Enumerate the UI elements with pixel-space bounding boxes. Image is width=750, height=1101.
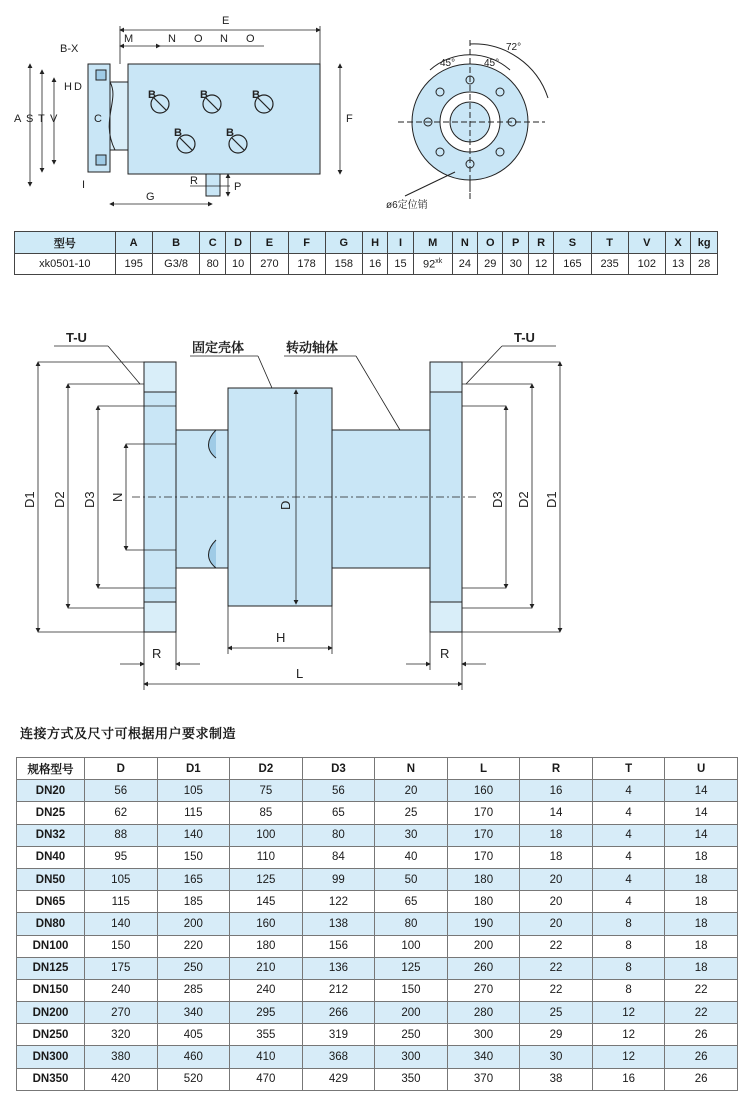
table-cell: 16 — [592, 1068, 665, 1090]
table-cell: 20 — [375, 780, 448, 802]
table-cell — [413, 254, 452, 275]
table-cell: 20 — [520, 913, 593, 935]
table-cell: 122 — [302, 891, 375, 913]
table-cell: 350 — [375, 1068, 448, 1090]
header-cell: L — [447, 758, 520, 780]
table-cell: 170 — [447, 846, 520, 868]
table-cell: 280 — [447, 1002, 520, 1024]
table-cell: 20 — [520, 891, 593, 913]
table-cell: 200 — [447, 935, 520, 957]
table-cell: 300 — [375, 1046, 448, 1068]
header-cell: T — [591, 232, 628, 254]
cell-value: 92 — [423, 258, 436, 271]
table-row — [17, 1002, 738, 1024]
customization-note: 连接方式及尺寸可根据用户要求制造 — [20, 726, 237, 741]
table-cell: 319 — [302, 1024, 375, 1046]
dim-label-I: I — [82, 179, 86, 191]
table-cell: 18 — [665, 846, 738, 868]
table-cell: 470 — [230, 1068, 303, 1090]
table-cell: 520 — [157, 1068, 230, 1090]
dim-label-T: T — [38, 113, 45, 125]
table-cell: 340 — [157, 1002, 230, 1024]
header-cell: B — [152, 232, 200, 254]
end-view — [398, 40, 548, 200]
table-cell: 160 — [447, 780, 520, 802]
table-cell: 240 — [230, 979, 303, 1001]
table-cell: 150 — [375, 979, 448, 1001]
table-cell: 235 — [591, 254, 628, 275]
dim-label-D2-left: D2 — [52, 491, 67, 508]
header-cell: D — [85, 758, 158, 780]
table-cell: 270 — [251, 254, 288, 275]
table-row — [17, 846, 738, 868]
spec-table-1-header — [15, 232, 718, 254]
table-cell: 65 — [302, 802, 375, 824]
table-row — [15, 254, 718, 275]
header-cell: D2 — [230, 758, 303, 780]
table-cell: 25 — [375, 802, 448, 824]
spec-table-2 — [16, 757, 738, 1091]
table-cell: 370 — [447, 1068, 520, 1090]
angle-label: 72° — [506, 42, 522, 53]
pin-note: ø6定位销 — [386, 200, 428, 211]
table-cell: 185 — [157, 891, 230, 913]
table-cell: 156 — [302, 935, 375, 957]
table-cell: 270 — [447, 979, 520, 1001]
table-cell: 20 — [520, 868, 593, 890]
dim-label-D1-right: D1 — [544, 491, 559, 508]
header-cell: X — [665, 232, 690, 254]
table-row — [17, 868, 738, 890]
dim-label-E: E — [222, 15, 230, 27]
port-label: B — [148, 89, 156, 101]
header-cell: E — [251, 232, 288, 254]
header-cell: M — [413, 232, 452, 254]
table-cell: 220 — [157, 935, 230, 957]
header-cell: V — [628, 232, 665, 254]
header-cell: C — [200, 232, 225, 254]
table-cell: 25 — [520, 1002, 593, 1024]
table-cell: 18 — [665, 891, 738, 913]
table-cell: 295 — [230, 1002, 303, 1024]
table-cell: 84 — [302, 846, 375, 868]
header-cell: H — [362, 232, 387, 254]
table-cell: 14 — [665, 824, 738, 846]
model-cell: DN125 — [17, 957, 85, 979]
table-cell: 100 — [230, 824, 303, 846]
table-cell: 102 — [628, 254, 665, 275]
header-cell: D — [225, 232, 250, 254]
model-cell: DN50 — [17, 868, 85, 890]
dim-label-D: D — [278, 500, 293, 510]
table-cell: 170 — [447, 824, 520, 846]
dim-label-H: H — [64, 81, 72, 93]
dim-label-C: C — [94, 113, 102, 125]
dim-label-D: D — [74, 81, 82, 93]
table-cell: 125 — [375, 957, 448, 979]
header-cell: P — [503, 232, 528, 254]
table-cell: 40 — [375, 846, 448, 868]
dim-label-F: F — [346, 113, 353, 125]
left-shaft — [176, 430, 232, 568]
model-cell: DN350 — [17, 1068, 85, 1090]
port-label: B — [226, 127, 234, 139]
table-row — [17, 824, 738, 846]
table-cell: 4 — [592, 802, 665, 824]
header-cell: T — [592, 758, 665, 780]
table-cell: 136 — [302, 957, 375, 979]
dim-label-N: N — [110, 492, 125, 502]
table-cell: 115 — [85, 891, 158, 913]
table-cell: 429 — [302, 1068, 375, 1090]
table-cell: 50 — [375, 868, 448, 890]
table-cell: 110 — [230, 846, 303, 868]
table-cell: 16 — [362, 254, 387, 275]
header-cell: 规格型号 — [17, 758, 85, 780]
dim-label-N2: N — [220, 33, 228, 45]
table-row — [17, 1068, 738, 1090]
table-cell: 105 — [157, 780, 230, 802]
table-cell: 170 — [447, 802, 520, 824]
table-cell: 180 — [230, 935, 303, 957]
angle-label: 45° — [440, 58, 456, 69]
dim-label-R: R — [190, 175, 198, 187]
table-cell: 12 — [528, 254, 553, 275]
header-cell: A — [115, 232, 152, 254]
table-cell: 30 — [520, 1046, 593, 1068]
table-cell: 18 — [520, 824, 593, 846]
table-row — [17, 1024, 738, 1046]
header-cell: N — [452, 232, 477, 254]
table-cell: 460 — [157, 1046, 230, 1068]
table-cell: 14 — [665, 780, 738, 802]
table-cell: 18 — [665, 913, 738, 935]
header-cell: D3 — [302, 758, 375, 780]
table-cell: 100 — [375, 935, 448, 957]
table-cell: 13 — [665, 254, 690, 275]
table-cell: 14 — [520, 802, 593, 824]
table-cell: 22 — [520, 979, 593, 1001]
table-cell: 18 — [520, 846, 593, 868]
table-cell: 270 — [85, 1002, 158, 1024]
table-cell: 30 — [503, 254, 528, 275]
table-cell: 178 — [288, 254, 325, 275]
dim-label-A: A — [14, 113, 22, 125]
table-cell: 240 — [85, 979, 158, 1001]
model-cell: DN20 — [17, 780, 85, 802]
table-cell: 160 — [230, 913, 303, 935]
table-cell: 10 — [225, 254, 250, 275]
table-cell: 22 — [520, 957, 593, 979]
table-cell: 8 — [592, 979, 665, 1001]
table-cell: 95 — [85, 846, 158, 868]
table-cell: 380 — [85, 1046, 158, 1068]
cell-superscript: xk — [435, 257, 443, 265]
table-cell: 18 — [665, 868, 738, 890]
table-cell: 138 — [302, 913, 375, 935]
model-cell: DN65 — [17, 891, 85, 913]
dim-label-L: L — [296, 666, 304, 681]
callout-fixed-housing: 固定壳体 — [192, 340, 245, 355]
header-cell: R — [520, 758, 593, 780]
table-cell: 200 — [157, 913, 230, 935]
table-cell: 405 — [157, 1024, 230, 1046]
table-row — [17, 913, 738, 935]
dim-label-G: G — [146, 191, 155, 203]
dim-label-V: V — [50, 113, 58, 125]
dim-label-BX: B-X — [60, 43, 79, 55]
top-drawing — [0, 0, 750, 230]
table-cell: 210 — [230, 957, 303, 979]
dim-label-O1: O — [194, 33, 203, 45]
table-cell: 180 — [447, 868, 520, 890]
header-cell: R — [528, 232, 553, 254]
table-cell: 15 — [388, 254, 413, 275]
table-cell: 56 — [302, 780, 375, 802]
header-cell: U — [665, 758, 738, 780]
spec-table-1 — [14, 231, 718, 275]
table-cell: 75 — [230, 780, 303, 802]
tu-label-left: T-U — [66, 330, 87, 345]
port-label: B — [200, 89, 208, 101]
table-cell: 158 — [325, 254, 362, 275]
model-cell: DN200 — [17, 1002, 85, 1024]
spec-table-2-header — [17, 758, 738, 780]
table-cell: 26 — [665, 1068, 738, 1090]
table-cell: 29 — [478, 254, 503, 275]
table-cell: 250 — [157, 957, 230, 979]
table-cell: 62 — [85, 802, 158, 824]
table-cell: 80 — [302, 824, 375, 846]
table-cell: 175 — [85, 957, 158, 979]
table-cell: 22 — [520, 935, 593, 957]
table-cell: 125 — [230, 868, 303, 890]
table-cell: 26 — [665, 1046, 738, 1068]
model-cell: DN300 — [17, 1046, 85, 1068]
table-row — [17, 891, 738, 913]
header-cell: D1 — [157, 758, 230, 780]
table-cell: 56 — [85, 780, 158, 802]
table-cell: 105 — [85, 868, 158, 890]
table-cell: 4 — [592, 868, 665, 890]
housing-body — [128, 64, 320, 174]
port-label: B — [252, 89, 260, 101]
table-cell: 165 — [157, 868, 230, 890]
table-cell: 29 — [520, 1024, 593, 1046]
table-cell: 355 — [230, 1024, 303, 1046]
model-cell: DN40 — [17, 846, 85, 868]
table-cell: 85 — [230, 802, 303, 824]
table-cell: 150 — [157, 846, 230, 868]
tu-label-right: T-U — [514, 330, 535, 345]
header-cell: F — [288, 232, 325, 254]
table-cell: 145 — [230, 891, 303, 913]
table-cell: 80 — [375, 913, 448, 935]
dim-label-D1-left: D1 — [22, 491, 37, 508]
dim-label-P: P — [234, 181, 242, 193]
dim-label-N1: N — [168, 33, 176, 45]
table-cell: 65 — [375, 891, 448, 913]
header-cell: I — [388, 232, 413, 254]
table-cell: 250 — [375, 1024, 448, 1046]
table-row — [17, 802, 738, 824]
model-cell: DN80 — [17, 913, 85, 935]
table-cell: 88 — [85, 824, 158, 846]
table-cell: 4 — [592, 891, 665, 913]
table-cell: 300 — [447, 1024, 520, 1046]
dim-label-D3-right: D3 — [490, 491, 505, 508]
table-cell: 200 — [375, 1002, 448, 1024]
table-row — [17, 780, 738, 802]
table-cell: 80 — [200, 254, 225, 275]
table-cell: G3/8 — [152, 254, 200, 275]
table-cell: 12 — [592, 1024, 665, 1046]
section-drawing — [0, 318, 750, 718]
table-cell: 28 — [691, 254, 718, 275]
table-cell: 8 — [592, 935, 665, 957]
header-cell: S — [554, 232, 591, 254]
table-cell: 212 — [302, 979, 375, 1001]
table-cell: 285 — [157, 979, 230, 1001]
table-cell: 8 — [592, 957, 665, 979]
dim-label-R-right: R — [440, 646, 450, 661]
table-cell: 16 — [520, 780, 593, 802]
header-cell: G — [325, 232, 362, 254]
model-cell: DN32 — [17, 824, 85, 846]
table-cell: 4 — [592, 824, 665, 846]
callout-rotating-shaft: 转动轴体 — [286, 340, 339, 355]
table-cell: 18 — [665, 935, 738, 957]
table-cell: 410 — [230, 1046, 303, 1068]
model-cell: DN25 — [17, 802, 85, 824]
table-cell: 180 — [447, 891, 520, 913]
dim-label-D3-left: D3 — [82, 491, 97, 508]
dim-label-R-left: R — [152, 646, 162, 661]
table-cell: 320 — [85, 1024, 158, 1046]
table-cell: 38 — [520, 1068, 593, 1090]
dim-label-H: H — [276, 630, 286, 645]
angle-label: 45° — [484, 58, 500, 69]
table-cell: 195 — [115, 254, 152, 275]
header-cell: O — [478, 232, 503, 254]
model-cell: DN100 — [17, 935, 85, 957]
port-label: B — [174, 127, 182, 139]
table-row — [17, 935, 738, 957]
table-cell: 4 — [592, 780, 665, 802]
table-cell: 18 — [665, 957, 738, 979]
table-cell: 8 — [592, 913, 665, 935]
table-cell: 140 — [157, 824, 230, 846]
table-cell: 190 — [447, 913, 520, 935]
table-cell: 30 — [375, 824, 448, 846]
table-row — [17, 957, 738, 979]
table-cell: 115 — [157, 802, 230, 824]
header-cell: 型号 — [15, 232, 116, 254]
table-cell: 24 — [452, 254, 477, 275]
model-cell: DN250 — [17, 1024, 85, 1046]
table-cell: 260 — [447, 957, 520, 979]
table-cell: 140 — [85, 913, 158, 935]
model-cell: DN150 — [17, 979, 85, 1001]
table-cell: 22 — [665, 1002, 738, 1024]
table-cell: 340 — [447, 1046, 520, 1068]
dim-label-S: S — [26, 113, 34, 125]
table-cell: 4 — [592, 846, 665, 868]
table-cell: 150 — [85, 935, 158, 957]
table-cell: 99 — [302, 868, 375, 890]
table-row — [17, 1046, 738, 1068]
table-cell: 26 — [665, 1024, 738, 1046]
table-cell: 22 — [665, 979, 738, 1001]
table-cell: 12 — [592, 1046, 665, 1068]
header-cell: N — [375, 758, 448, 780]
table-cell: 266 — [302, 1002, 375, 1024]
table-row — [17, 979, 738, 1001]
table-cell: 12 — [592, 1002, 665, 1024]
table-cell: 14 — [665, 802, 738, 824]
table-cell: 165 — [554, 254, 591, 275]
table-cell: 368 — [302, 1046, 375, 1068]
dim-label-O2: O — [246, 33, 255, 45]
table-cell: 420 — [85, 1068, 158, 1090]
table-cell: xk0501-10 — [15, 254, 116, 275]
dim-label-M: M — [124, 33, 134, 45]
dim-label-D2-right: D2 — [516, 491, 531, 508]
header-cell: kg — [691, 232, 718, 254]
right-shaft — [332, 430, 430, 568]
